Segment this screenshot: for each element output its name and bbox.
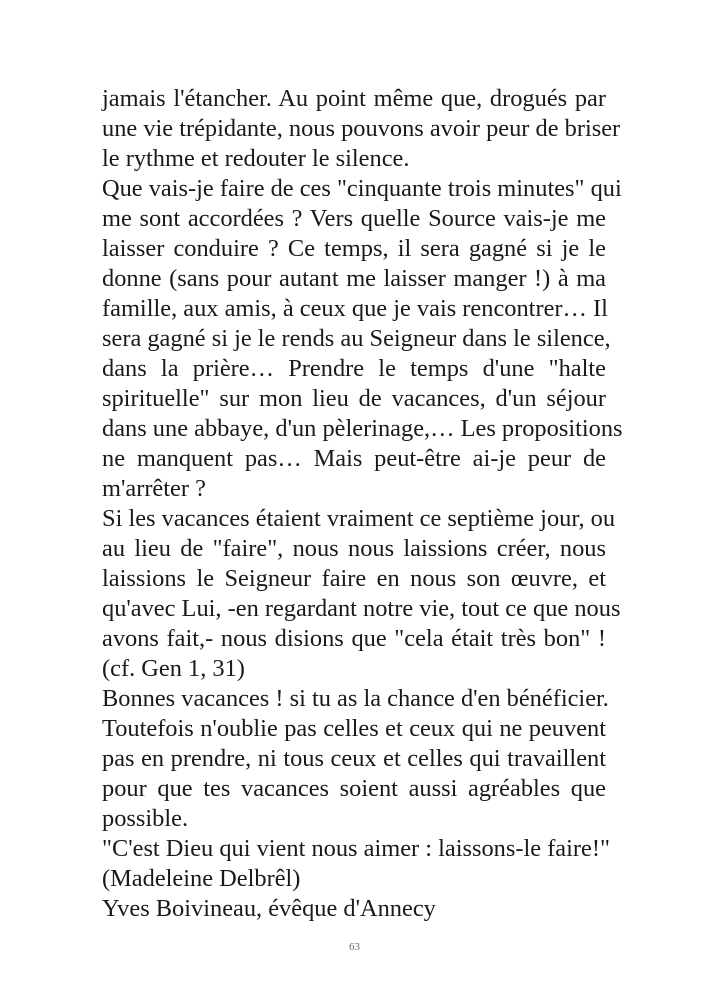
text-line: spirituelle" sur mon lieu de vacances, d'un séjour	[102, 385, 606, 412]
text-line: ne manquent pas… Mais peut-être ai-je peur de	[102, 445, 606, 472]
text-line: avons fait,- nous disions que "cela était très bon" !	[102, 625, 606, 652]
text-line: (Madeleine Delbrêl)	[102, 865, 301, 892]
text-line: donne (sans pour autant me laisser manger !) à ma	[102, 265, 606, 292]
text-line: Yves Boivineau, évêque d'Annecy	[102, 895, 436, 922]
text-line: "C'est Dieu qui vient nous aimer : laissons-le faire!"	[102, 835, 610, 862]
text-line: dans une abbaye, d'un pèlerinage,… Les propositions	[102, 415, 623, 442]
text-line: Toutefois n'oublie pas celles et ceux qui ne peuvent	[102, 715, 606, 742]
page-number: 63	[349, 941, 360, 953]
text-line: le rythme et redouter le silence.	[102, 145, 410, 172]
text-line: sera gagné si je le rends au Seigneur dans le silence,	[102, 325, 611, 352]
text-line: (cf. Gen 1, 31)	[102, 655, 245, 682]
body-text	[102, 84, 623, 924]
text-line: pas en prendre, ni tous ceux et celles qui travaillent	[102, 745, 606, 772]
text-line: dans la prière… Prendre le temps d'une "halte	[102, 355, 606, 382]
text-line: une vie trépidante, nous pouvons avoir peur de briser	[102, 115, 621, 142]
text-line: me sont accordées ? Vers quelle Source vais-je me	[102, 205, 606, 232]
text-line: qu'avec Lui, -en regardant notre vie, tout ce que nous	[102, 595, 621, 622]
text-line: possible.	[102, 805, 189, 832]
text-line: Que vais-je faire de ces "cinquante trois minutes" qui	[102, 175, 622, 202]
text-line: famille, aux amis, à ceux que je vais rencontrer… Il	[102, 295, 608, 322]
text-line: m'arrêter ?	[102, 475, 206, 502]
text-line: jamais l'étancher. Au point même que, drogués par	[102, 85, 606, 112]
text-line: pour que tes vacances soient aussi agréables que	[102, 775, 606, 802]
text-line: laisser conduire ? Ce temps, il sera gagné si je le	[102, 235, 606, 262]
text-line: Si les vacances étaient vraiment ce septième jour, ou	[102, 505, 616, 532]
text-line: laissions le Seigneur faire en nous son œuvre, et	[102, 565, 606, 592]
text-line: Bonnes vacances ! si tu as la chance d'en bénéficier.	[102, 685, 609, 712]
text-line: au lieu de "faire", nous nous laissions créer, nous	[102, 535, 606, 562]
